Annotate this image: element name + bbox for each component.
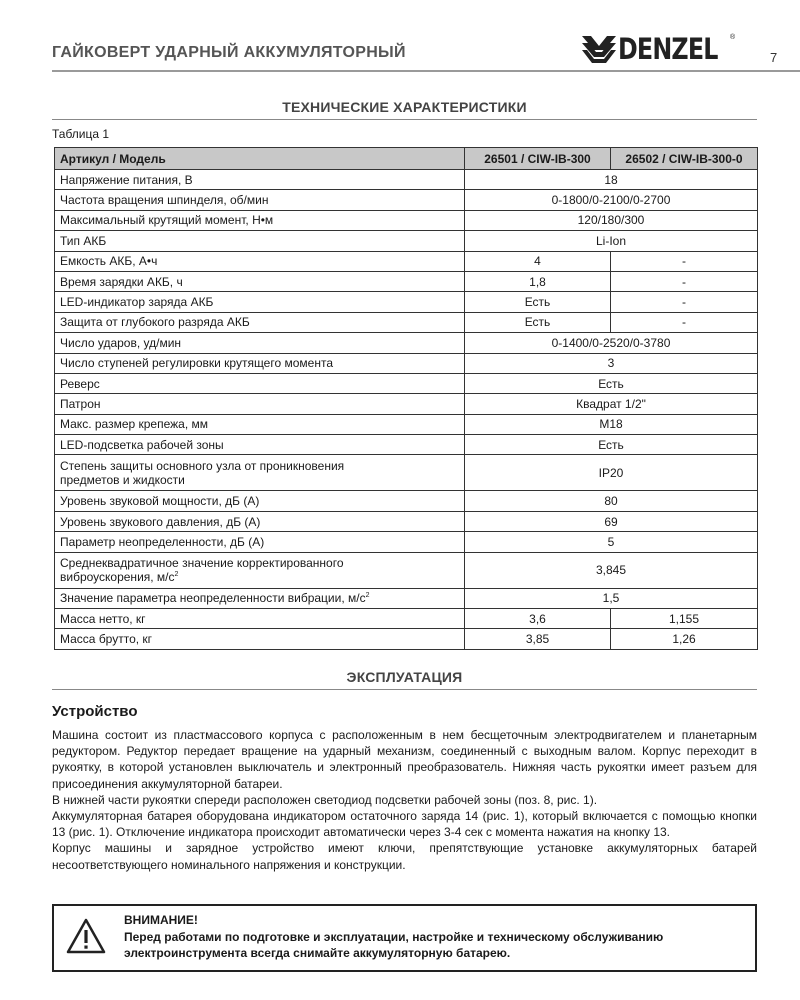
model2-value-cell: - [611, 312, 758, 332]
param-cell [55, 629, 465, 649]
model1-value-cell: 1,8 [465, 271, 611, 291]
table-row [55, 414, 758, 434]
unit-superscript: 2 [174, 571, 179, 579]
page-number: 7 [770, 50, 778, 65]
param-text: Число ступеней регулировки крутящего момента [60, 356, 333, 371]
header-model1-cell: 26501 / CIW-IB-300 [465, 148, 611, 170]
brand-name: DENZEL [618, 32, 718, 66]
table-row [55, 552, 758, 588]
param-cell [55, 455, 465, 491]
value-cell: Есть [465, 373, 758, 393]
table-row [55, 190, 758, 210]
registered-mark: ® [730, 34, 736, 41]
param-cell [55, 251, 465, 271]
warning-box [52, 904, 757, 972]
param-text: LED-индикатор заряда АКБ [60, 295, 214, 310]
param-cell [55, 170, 465, 190]
param-line: Степень защиты основного узла от проникновения [60, 458, 345, 473]
table-row [55, 373, 758, 393]
param-text: Тип АКБ [60, 233, 107, 248]
device-description [52, 727, 757, 873]
unit-superscript: 2 [365, 592, 370, 600]
model1-value-cell: 4 [465, 251, 611, 271]
paragraph: Машина состоит из пластмассового корпуса с расположенным в нем бесщеточным электродвигателем и планетарным редуктором. Редуктор передает вращение на ударный механизм, соединенный с выходным валом. Корпус переходит в рукоятку, в которой установлен выключатель и электронный преобразователь. Нижняя часть рукоятки имеет разъем для присоединения аккумуляторной батареи. [52, 728, 757, 791]
param-cell [55, 190, 465, 210]
warning-triangle-icon [66, 918, 106, 954]
value-cell: 1,5 [465, 588, 758, 608]
value-cell: 0-1400/0-2520/0-3780 [465, 333, 758, 353]
table-row [55, 629, 758, 649]
param-cell [55, 609, 465, 629]
param-line: виброускорения, м/с [60, 570, 175, 585]
param-text: Число ударов, уд/мин [60, 335, 182, 350]
param-text: Уровень звукового давления, дБ (А) [60, 514, 261, 529]
param-text: Уровень звуковой мощности, дБ (А) [60, 494, 260, 509]
param-cell [55, 210, 465, 230]
model2-value-cell: 1,26 [611, 629, 758, 649]
param-text: Напряжение питания, В [60, 172, 193, 187]
table-row [55, 588, 758, 608]
paragraph: Аккумуляторная батарея оборудована индикатором остаточного заряда 14 (рис. 1), который включается с помощью кнопки 13 (рис. 1). Отключение индикатора происходит автоматически через 3-4 сек с момента нажатия на кнопку 13. [52, 809, 757, 840]
table-row [55, 394, 758, 414]
table-row [55, 455, 758, 491]
table-row [55, 353, 758, 373]
value-cell: 69 [465, 511, 758, 531]
value-cell: IP20 [465, 455, 758, 491]
value-cell: 120/180/300 [465, 210, 758, 230]
model2-value-cell: - [611, 292, 758, 312]
param-text: Время зарядки АКБ, ч [60, 274, 183, 289]
header-divider [52, 70, 800, 72]
warning-text [124, 912, 744, 962]
value-cell: 5 [465, 532, 758, 552]
operation-section-title: ЭКСПЛУАТАЦИЯ [346, 669, 463, 685]
param-text: LED-подсветка рабочей зоны [60, 437, 224, 452]
table-row [55, 271, 758, 291]
header-title: ГАЙКОВЕРТ УДАРНЫЙ АККУМУЛЯТОРНЫЙ [52, 44, 406, 61]
param-text: Реверс [60, 376, 100, 391]
model1-value-cell: Есть [465, 312, 611, 332]
value-cell: 18 [465, 170, 758, 190]
param-text: Масса брутто, кг [60, 632, 153, 647]
param-cell [55, 373, 465, 393]
model2-value-cell: 1,155 [611, 609, 758, 629]
param-cell [55, 394, 465, 414]
value-cell: 0-1800/0-2100/0-2700 [465, 190, 758, 210]
table-row [55, 251, 758, 271]
value-cell: Есть [465, 435, 758, 455]
param-cell [55, 552, 465, 588]
param-cell [55, 435, 465, 455]
param-cell [55, 292, 465, 312]
table-row [55, 532, 758, 552]
table-row [55, 333, 758, 353]
param-text: Емкость АКБ, А•ч [60, 254, 158, 269]
param-cell [55, 491, 465, 511]
param-cell [55, 312, 465, 332]
value-cell: М18 [465, 414, 758, 434]
operation-section-line [52, 689, 757, 690]
subheading-device: Устройство [52, 703, 138, 720]
param-text: Защита от глубокого разряда АКБ [60, 315, 250, 330]
param-cell [55, 271, 465, 291]
warning-title: ВНИМАНИЕ! [124, 913, 198, 927]
value-cell: 80 [465, 491, 758, 511]
param-text: Параметр неопределенности, дБ (А) [60, 534, 265, 549]
model1-value-cell: 3,6 [465, 609, 611, 629]
table-row [55, 210, 758, 230]
param-text: Частота вращения шпинделя, об/мин [60, 193, 269, 208]
param-cell [55, 532, 465, 552]
param-cell [55, 353, 465, 373]
model1-value-cell: 3,85 [465, 629, 611, 649]
specs-section-line [52, 119, 757, 120]
value-cell: Квадрат 1/2" [465, 394, 758, 414]
param-cell [55, 231, 465, 251]
param-cell [55, 511, 465, 531]
header-param-cell: Артикул / Модель [55, 148, 465, 170]
param-line: Среднеквадратичное значение корректированного [60, 556, 344, 571]
table-row [55, 312, 758, 332]
denzel-emblem-icon [582, 34, 616, 64]
table-row [55, 292, 758, 312]
value-cell: 3 [465, 353, 758, 373]
table-row [55, 609, 758, 629]
warning-body: Перед работами по подготовке и эксплуатации, настройке и техническому обслуживанию электроинструмента всегда снимайте аккумуляторную батарею. [124, 929, 664, 960]
value-cell: 3,845 [465, 552, 758, 588]
paragraph: Корпус машины и зарядное устройство имеют ключи, препятствующие установке аккумуляторных батарей несоответствующего номинального напряжения и конструкции. [52, 841, 757, 872]
brand-logo [582, 32, 739, 66]
header-model2-cell: 26502 / CIW-IB-300-0 [611, 148, 758, 170]
model1-value-cell: Есть [465, 292, 611, 312]
param-line: предметов и жидкости [60, 472, 185, 487]
table-row [55, 491, 758, 511]
table-row [55, 170, 758, 190]
param-text: Патрон [60, 396, 101, 411]
param-cell [55, 333, 465, 353]
param-cell [55, 588, 465, 608]
param-text: Значение параметра неопределенности вибрации, м/с [60, 591, 366, 606]
table-row [55, 231, 758, 251]
specs-table [54, 147, 758, 650]
param-text: Макс. размер крепежа, мм [60, 417, 209, 432]
specs-section-title: ТЕХНИЧЕСКИЕ ХАРАКТЕРИСТИКИ [282, 99, 527, 115]
table-header-row [55, 148, 758, 170]
table-row [55, 511, 758, 531]
param-cell [55, 414, 465, 434]
model2-value-cell: - [611, 271, 758, 291]
table-caption: Таблица 1 [52, 127, 110, 141]
param-text: Максимальный крутящий момент, Н•м [60, 213, 274, 228]
param-text: Масса нетто, кг [60, 611, 146, 626]
model2-value-cell: - [611, 251, 758, 271]
table-row [55, 435, 758, 455]
paragraph: В нижней части рукоятки спереди расположен светодиод подсветки рабочей зоны (поз. 8, рис. 1). [52, 792, 598, 807]
value-cell: Li-Ion [465, 231, 758, 251]
